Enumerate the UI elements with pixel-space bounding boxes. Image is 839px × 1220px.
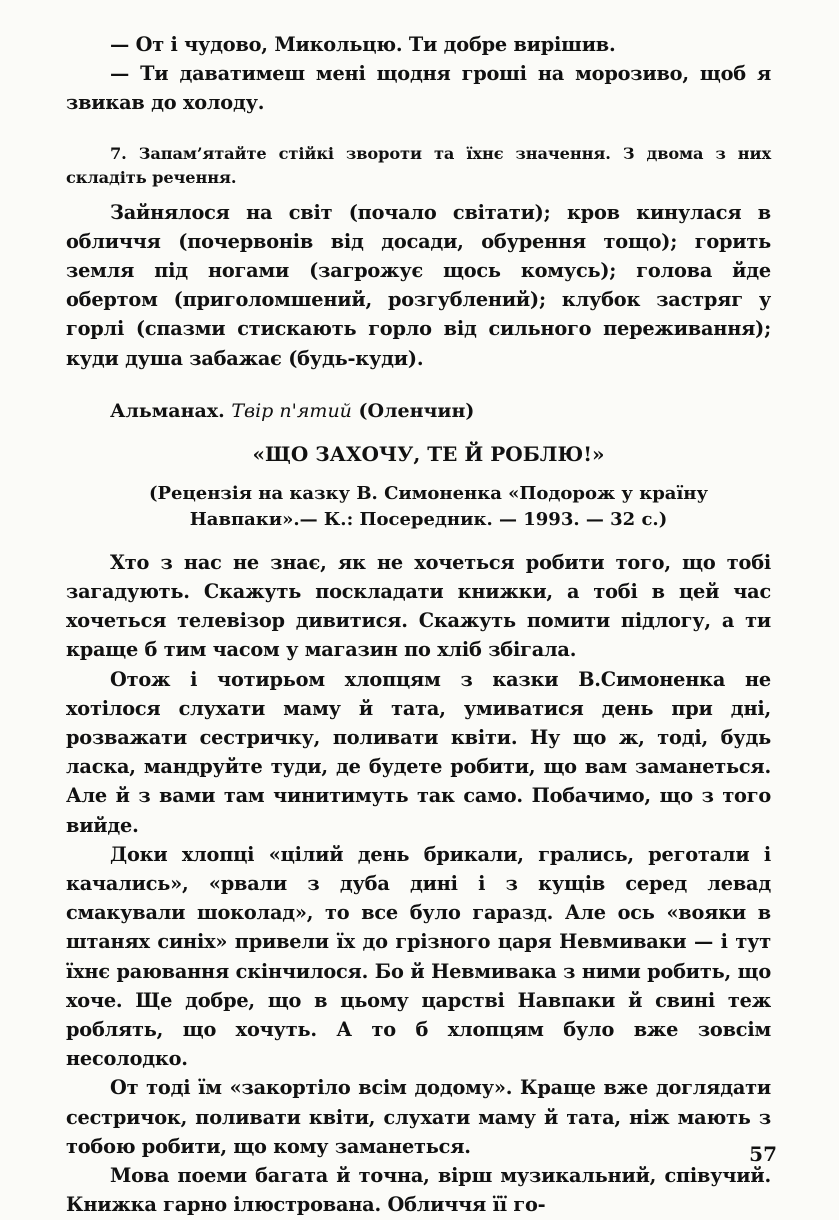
exercise-task: 7. Запам’ятайте стійкі звороти та їхнє значення. З двома з них складіть речення. bbox=[66, 143, 771, 187]
almanac-heading bbox=[66, 397, 771, 425]
dialogue-line-1: — От і чудово, Микольцю. Ти добре вирішив. bbox=[110, 33, 616, 56]
almanac-author: (Оленчин) bbox=[358, 399, 475, 422]
review-title: «ЩО ЗАХОЧУ, ТЕ Й РОБЛЮ!» bbox=[252, 441, 605, 466]
review-reference bbox=[66, 481, 771, 533]
dialogue-line-2: — Ти даватимеш мені щодня гроші на морозиво, щоб я звикав до холоду. bbox=[66, 62, 771, 115]
review-paragraph-5: Мова поеми багата й точна, вірш музикальний, співучий. Книжка гарно ілюстрована. Обличчя її го- bbox=[66, 1164, 771, 1217]
page-number: 57 bbox=[749, 1142, 777, 1166]
review-paragraph-2: Отож і чотирьом хлопцям з казки В.Симоненка не хотілося слухати маму й тата, умиватися день при дні, розважати сестричку, поливати квіти. Ну що ж, тоді, будь ласка, мандруйте туди, де будете робити, що вам заманеться. Але й з вами там чинитимуть так само. Побачимо, що з того вийде. bbox=[66, 667, 771, 837]
review-reference-line-2: Навпаки».— К.: Посередник. — 1993. — 32 с.) bbox=[189, 508, 668, 530]
review-paragraph-3: Доки хлопці «цілий день брикали, грались, реготали і качались», «рвали з дуба дині і з кущів серед левад смакували шоколад», то все було гаразд. Але ось «вояки в штанях синіх» привели їх до грізного царя Невмиваки — і тут їхнє раювання скінчилося. Бо й Невмивака з ними робить, що хоче. Ще добре, що в цьому царстві Навпаки й свині теж роблять, що хочуть. А то б хлопцям було вже зовсім несолодко. bbox=[66, 842, 771, 1071]
review-reference-line-1: (Рецензія на казку В. Симоненка «Подорож у країну bbox=[148, 482, 709, 504]
review-paragraph-1: Хто з нас не знає, як не хочеться робити того, що тобі загадують. Скажуть поскладати книжки, а тобі в цей час хочеться телевізор дивитися. Скажуть помити підлогу, а ти краще б тим часом у магазин по хліб збігала. bbox=[66, 550, 771, 662]
almanac-work: Твір п'ятий bbox=[231, 399, 352, 422]
review-paragraph-4: От тоді їм «закортіло всім додому». Краще вже доглядати сестричок, поливати квіти, слухати маму й тата, ніж мають з тобою робити, що кому заманеться. bbox=[66, 1076, 771, 1158]
almanac-label: Альманах. bbox=[110, 399, 225, 422]
exercise-body: Зайнялося на світ (почало світати); кров кинулася в обличчя (почервонів від досади, обурення тощо); горить земля під ногами (загрожує щось комусь); голова йде обертом (приголомшений, розгублений); клубок застряг у горлі (спазми стискають горло від сильного переживання); куди душа забажає (будь-куди). bbox=[66, 200, 771, 370]
